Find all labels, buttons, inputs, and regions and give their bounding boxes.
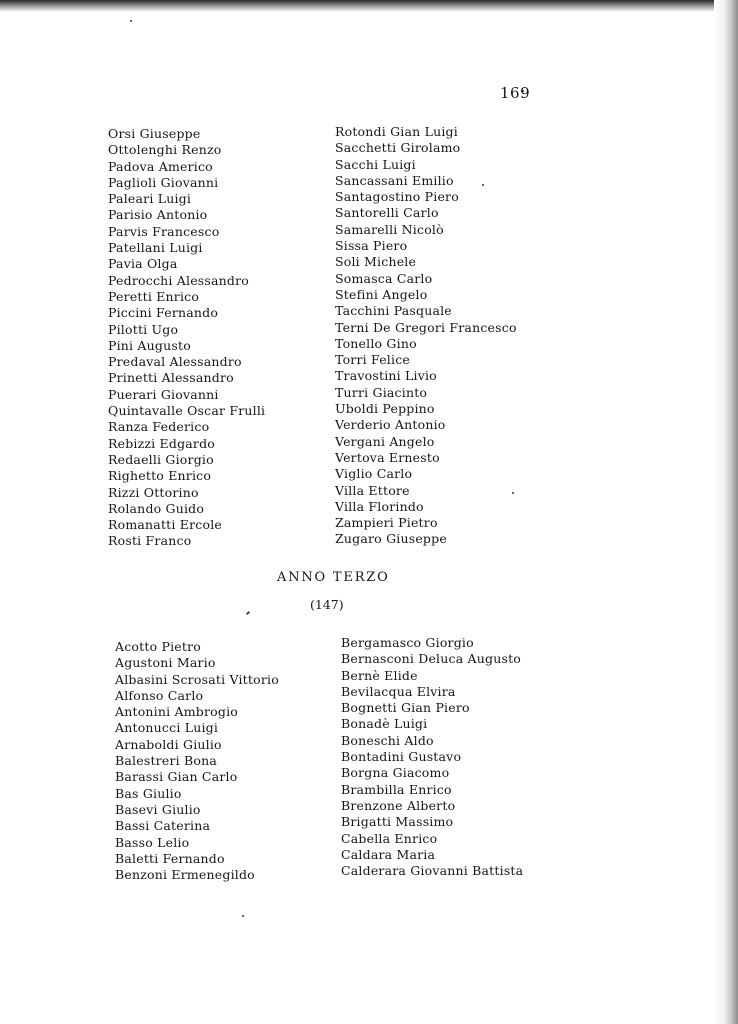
list-item: Albasini Scrosati Vittorio (115, 671, 279, 687)
list-item: Agustoni Mario (115, 655, 216, 671)
list-item: Barassi Gian Carlo (115, 769, 238, 785)
list-item: Bontadini Gustavo (341, 749, 462, 765)
list-item: Pini Augusto (108, 337, 191, 353)
list-item: Calderara Giovanni Battista (341, 863, 524, 879)
list-item: Sancassani Emilio (335, 172, 454, 188)
list-item: Rizzi Ottorino (108, 484, 199, 500)
page-number: 169 (500, 84, 531, 102)
list-item: Zugaro Giuseppe (335, 531, 447, 547)
list-item: Pedrocchi Alessandro (108, 272, 250, 288)
list-item: Puerari Giovanni (108, 386, 219, 402)
list-item: Acotto Pietro (115, 639, 202, 654)
name-list-top-right (335, 124, 517, 548)
list-item: Caldara Maria (341, 846, 436, 862)
list-item: Redaelli Giorgio (108, 451, 214, 467)
list-item: Antonucci Luigi (115, 720, 219, 736)
list-item: Rebizzi Edgardo (108, 435, 216, 451)
list-item: Bognetti Gian Piero (341, 700, 470, 716)
list-item: Piccini Fernando (108, 305, 219, 321)
list-item: Santorelli Carlo (335, 205, 439, 221)
list-item: Balestreri Bona (115, 753, 218, 769)
list-item: Brambilla Enrico (341, 781, 452, 797)
list-item: Villa Ettore (335, 482, 410, 498)
list-item: Ranza Federico (108, 419, 210, 435)
scan-speck (242, 915, 244, 917)
list-item: Travostini Livio (335, 368, 437, 384)
list-item: Bergamasco Giorgio (341, 635, 474, 650)
list-item: Verderio Antonio (335, 417, 446, 433)
list-item: Turri Giacinto (335, 384, 428, 400)
list-item: Peretti Enrico (108, 288, 200, 304)
list-item: Tacchini Pasquale (335, 303, 452, 319)
list-item: Bernasconi Deluca Augusto (341, 651, 522, 667)
list-item: Brigatti Massimo (341, 814, 454, 830)
list-item: Soli Michele (335, 254, 417, 270)
list-item: Padova Americo (108, 158, 213, 174)
list-item: Baletti Fernando (115, 850, 225, 866)
list-item: Brenzone Alberto (341, 797, 456, 813)
list-item: Paleari Luigi (108, 191, 192, 207)
list-item: Bevilacqua Elvira (341, 683, 456, 699)
section-title: ANNO TERZO (277, 570, 390, 585)
list-item: Bassi Caterina (115, 818, 211, 834)
list-item: Ottolenghi Renzo (108, 142, 222, 158)
list-item: Romanatti Ercole (108, 517, 222, 533)
list-item: Boneschi Aldo (341, 732, 434, 748)
list-item: Quintavalle Oscar Frulli (108, 403, 266, 419)
list-item: Borgna Giacomo (341, 765, 450, 781)
list-item: Uboldi Peppino (335, 401, 435, 417)
scan-speck (130, 20, 132, 22)
list-item: Santagostino Piero (335, 189, 459, 205)
list-item: Sacchetti Girolamo (335, 140, 461, 156)
list-item: Rosti Franco (108, 533, 192, 549)
list-item: Basevi Giulio (115, 801, 201, 817)
list-item: Villa Florindo (335, 498, 424, 514)
list-item: Alfonso Carlo (115, 687, 204, 703)
list-item: Orsi Giuseppe (108, 126, 201, 141)
list-item: Patellani Luigi (108, 240, 203, 256)
name-list-top-left (108, 126, 265, 550)
list-item: Samarelli Nicolò (335, 221, 444, 237)
list-item: Righetto Enrico (108, 468, 212, 484)
scan-speck (246, 611, 250, 615)
list-item: Pilotti Ugo (108, 321, 179, 337)
scan-right-edge (714, 0, 738, 1024)
list-item: Somasca Carlo (335, 270, 433, 286)
section-count: (147) (310, 597, 344, 612)
list-item: Bas Giulio (115, 785, 182, 801)
list-item: Parvis Francesco (108, 223, 220, 239)
list-item: Stefini Angelo (335, 286, 428, 302)
list-item: Parisio Antonio (108, 207, 208, 223)
list-item: Zampieri Pietro (335, 515, 438, 531)
list-item: Paglioli Giovanni (108, 174, 219, 190)
list-item: Sacchi Luigi (335, 156, 416, 172)
list-item: Sissa Piero (335, 238, 408, 254)
list-item: Vergani Angelo (335, 433, 435, 449)
name-list-bottom-right (341, 635, 523, 879)
list-item: Rotondi Gian Luigi (335, 124, 458, 139)
list-item: Benzoni Ermenegildo (115, 867, 255, 883)
list-item: Cabella Enrico (341, 830, 438, 846)
scan-top-edge (0, 0, 738, 12)
list-item: Arnaboldi Giulio (115, 736, 222, 752)
list-item: Pavia Olga (108, 256, 178, 272)
list-item: Tonello Gino (335, 335, 417, 351)
name-list-bottom-left (115, 639, 279, 883)
list-item: Torri Felice (335, 352, 410, 368)
list-item: Terni De Gregori Francesco (335, 319, 517, 335)
list-item: Bonadè Luigi (341, 716, 428, 732)
list-item: Bernè Elide (341, 667, 418, 683)
list-item: Basso Lelio (115, 834, 190, 850)
list-item: Viglio Carlo (335, 466, 413, 482)
list-item: Rolando Guido (108, 500, 205, 516)
list-item: Antonini Ambrogio (115, 704, 239, 720)
list-item: Vertova Ernesto (335, 449, 440, 465)
list-item: Prinetti Alessandro (108, 370, 234, 386)
list-item: Predaval Alessandro (108, 354, 242, 370)
